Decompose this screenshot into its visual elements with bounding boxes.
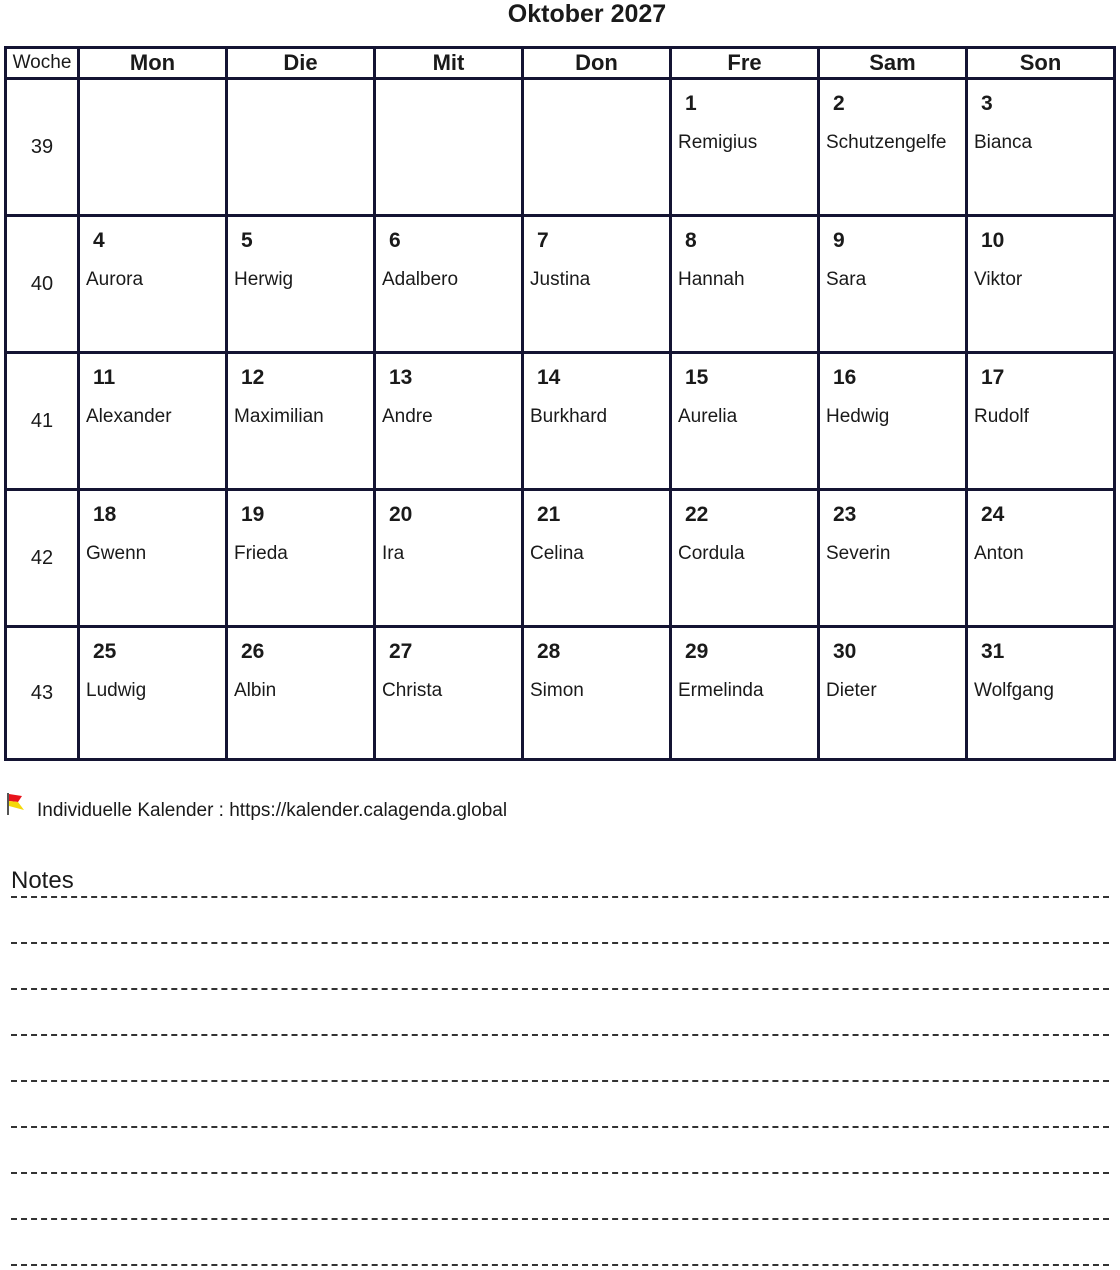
day-cell[interactable]: [967, 353, 1115, 490]
empty-day-cell: [227, 79, 375, 216]
name-day: Anton: [974, 543, 1024, 564]
note-line[interactable]: [11, 1034, 1109, 1036]
day-cell[interactable]: [227, 216, 375, 353]
day-number: 4: [93, 229, 105, 252]
day-header-son: Son: [967, 48, 1115, 79]
note-line[interactable]: [11, 988, 1109, 990]
day-number: 25: [93, 640, 117, 663]
name-day: Burkhard: [530, 406, 608, 427]
name-day: Albin: [234, 680, 277, 701]
calendar-grid: [4, 46, 1116, 761]
note-line[interactable]: [11, 1218, 1109, 1220]
note-line[interactable]: [11, 1080, 1109, 1082]
week-number-cell: [6, 353, 79, 490]
day-cell[interactable]: [819, 353, 967, 490]
name-day: Aurelia: [678, 406, 738, 427]
day-number: 2: [833, 92, 845, 115]
day-number: 9: [833, 229, 845, 252]
day-cell[interactable]: [523, 627, 671, 760]
day-number: 16: [833, 366, 857, 389]
day-number: 17: [981, 366, 1005, 389]
day-cell[interactable]: [227, 490, 375, 627]
day-cell[interactable]: [79, 490, 227, 627]
day-number: 14: [537, 366, 561, 389]
week-number-cell: [6, 79, 79, 216]
name-day: Celina: [530, 543, 584, 564]
name-day: Remigius: [678, 132, 758, 153]
name-day: Ludwig: [86, 680, 147, 701]
week-number: 39: [30, 135, 54, 158]
day-cell[interactable]: [523, 490, 671, 627]
flag-icon: [6, 792, 26, 816]
day-header-sam: Sam: [819, 48, 967, 79]
day-header-fre: Fre: [671, 48, 819, 79]
name-day: Aurora: [86, 269, 144, 290]
week-number-cell: [6, 627, 79, 760]
week-number-cell: [6, 216, 79, 353]
day-number: 20: [389, 503, 413, 526]
day-number: 15: [685, 366, 709, 389]
note-line[interactable]: [11, 1126, 1109, 1128]
note-line[interactable]: [11, 1264, 1109, 1266]
week-number: 42: [30, 546, 54, 569]
day-header-don: Don: [523, 48, 671, 79]
name-day: Andre: [382, 406, 433, 427]
page-title: Oktober 2027: [507, 0, 667, 28]
day-number: 11: [93, 366, 116, 389]
name-day: Frieda: [234, 543, 288, 564]
day-number: 19: [241, 503, 265, 526]
name-day: Maximilian: [234, 406, 324, 427]
name-day: Ermelinda: [678, 680, 764, 701]
day-number: 12: [241, 366, 265, 389]
name-day: Wolfgang: [974, 680, 1054, 701]
day-number: 23: [833, 503, 857, 526]
notes-title: Notes: [11, 867, 74, 894]
day-cell[interactable]: [671, 216, 819, 353]
day-cell[interactable]: [375, 490, 523, 627]
day-cell[interactable]: [79, 216, 227, 353]
note-line[interactable]: [11, 942, 1109, 944]
name-day: Simon: [530, 680, 584, 701]
note-line[interactable]: [11, 1172, 1109, 1174]
week-row: [6, 79, 1115, 216]
day-number: 24: [981, 503, 1005, 526]
name-day: Schutzengelfe: [826, 132, 947, 153]
day-cell[interactable]: [375, 353, 523, 490]
day-header-mit: Mit: [375, 48, 523, 79]
name-day: Dieter: [826, 680, 877, 701]
week-row: [6, 353, 1115, 490]
day-number: 13: [389, 366, 413, 389]
day-cell[interactable]: [819, 627, 967, 760]
day-number: 30: [833, 640, 857, 663]
day-number: 29: [685, 640, 709, 663]
day-number: 1: [685, 92, 697, 115]
name-day: Gwenn: [86, 543, 147, 564]
name-day: Alexander: [86, 406, 172, 427]
note-line[interactable]: [11, 896, 1109, 898]
day-cell[interactable]: [375, 216, 523, 353]
day-cell[interactable]: [671, 79, 819, 216]
name-day: Viktor: [974, 269, 1023, 290]
day-number: 31: [981, 640, 1005, 663]
day-cell[interactable]: [819, 490, 967, 627]
week-row: [6, 216, 1115, 353]
day-number: 26: [241, 640, 265, 663]
day-cell[interactable]: [967, 216, 1115, 353]
day-cell[interactable]: [967, 79, 1115, 216]
name-day: Sara: [826, 269, 867, 290]
day-number: 5: [241, 229, 253, 252]
day-cell[interactable]: [819, 216, 967, 353]
name-day: Severin: [826, 543, 891, 564]
empty-day-cell: [375, 79, 523, 216]
empty-day-cell: [523, 79, 671, 216]
week-column-header: Woche: [6, 48, 79, 79]
name-day: Rudolf: [974, 406, 1029, 427]
day-cell[interactable]: [671, 490, 819, 627]
day-cell[interactable]: [819, 79, 967, 216]
day-number: 18: [93, 503, 117, 526]
name-day: Cordula: [678, 543, 745, 564]
day-number: 28: [537, 640, 561, 663]
day-cell[interactable]: [523, 353, 671, 490]
day-number: 3: [981, 92, 993, 115]
day-number: 8: [685, 229, 697, 252]
day-cell[interactable]: [967, 627, 1115, 760]
day-number: 6: [389, 229, 401, 252]
name-day: Adalbero: [382, 269, 459, 290]
day-number: 27: [389, 640, 413, 663]
day-number: 10: [981, 229, 1005, 252]
empty-day-cell: [79, 79, 227, 216]
name-day: Ira: [382, 543, 405, 564]
day-cell[interactable]: [79, 353, 227, 490]
name-day: Justina: [530, 269, 591, 290]
week-number: 40: [30, 272, 54, 295]
name-day: Christa: [382, 680, 443, 701]
day-cell[interactable]: [671, 353, 819, 490]
day-cell[interactable]: [671, 627, 819, 760]
week-number: 41: [30, 409, 54, 432]
day-cell[interactable]: [375, 627, 523, 760]
day-cell[interactable]: [227, 353, 375, 490]
week-row: [6, 627, 1115, 760]
day-header-die: Die: [227, 48, 375, 79]
footer-link-text[interactable]: Individuelle Kalender : https://kalender.calagenda.global: [37, 800, 508, 821]
day-cell[interactable]: [523, 216, 671, 353]
day-number: 22: [685, 503, 709, 526]
week-number: 43: [30, 681, 54, 704]
day-cell[interactable]: [227, 627, 375, 760]
name-day: Hedwig: [826, 406, 890, 427]
day-number: 7: [537, 229, 549, 252]
day-header-mon: Mon: [79, 48, 227, 79]
name-day: Bianca: [974, 132, 1033, 153]
day-cell[interactable]: [967, 490, 1115, 627]
day-number: 21: [537, 503, 561, 526]
name-day: Herwig: [234, 269, 294, 290]
week-row: [6, 490, 1115, 627]
header-row: [6, 48, 1115, 79]
day-cell[interactable]: [79, 627, 227, 760]
name-day: Hannah: [678, 269, 745, 290]
week-number-cell: [6, 490, 79, 627]
